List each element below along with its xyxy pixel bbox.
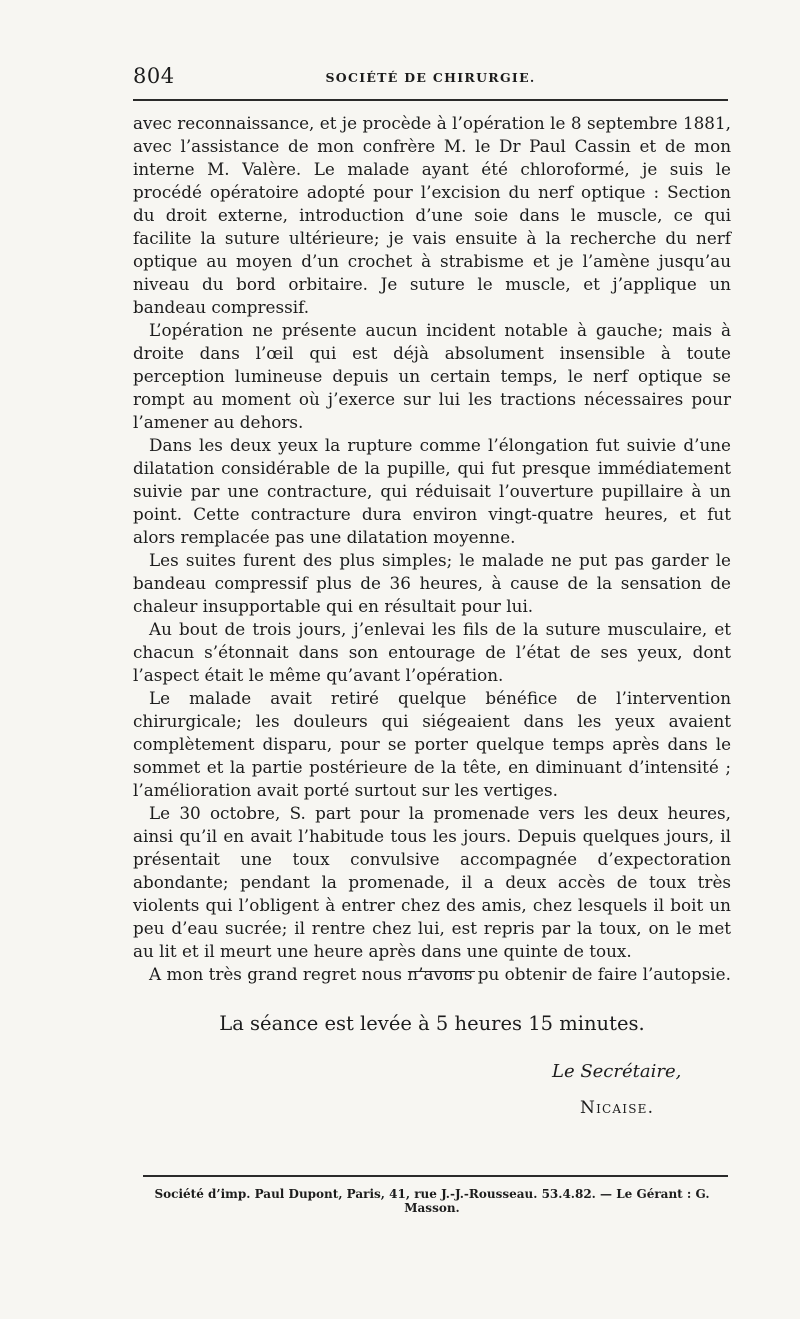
paragraph-4: Les suites furent des plus simples; le malade ne put pas garder le bandeau compressif plus de 36 heures, à cause de la sensation de chaleur insupportable qui en résultait pour lui. bbox=[133, 550, 731, 616]
paragraph-7: Le 30 octobre, S. part pour la promenade vers les deux heures, ainsi qu’il en avait l’habitude tous les jours. Depuis quelques jours, il présentait une toux convulsive accompagnée d’expectoration abondante; pendant la promenade, il a deux accès de toux très violents qui l’obligent à entrer chez des amis, chez lesquels il boit un peu d’eau sucrée; il rentre chez lui, est repris par la toux, on le met au lit et il meurt une heure après dans une quinte de toux. bbox=[133, 803, 731, 961]
signature-title: Le Secrétaire, bbox=[552, 1061, 682, 1082]
paragraph-1: avec reconnaissance, et je procède à l’opération le 8 septembre 1881, avec l’assistance de mon confrère M. le Dr Paul Cassin et de mon interne M. Valère. Le malade ayant été chloroformé, je suis le procédé opératoire adopté pour l’excision du nerf optique : Section du droit externe, introduction d’une soie dans le muscle, ce qui facilite la suture ultérieure; je vais ensuite à la recherche du nerf optique au moyen d’un crochet à strabisme et je l’amène jusqu’au niveau du bord orbitaire. Je suture le muscle, et j’applique un bandeau compressif. bbox=[133, 113, 731, 317]
page-header bbox=[133, 62, 728, 92]
paragraph-3: Dans les deux yeux la rupture comme l’élongation fut suivie d’une dilatation considérable de la pupille, qui fut presque immédiatement suivie par une contracture, qui réduisait l’ouverture pupillaire à un point. Cette contracture dura environ vingt-quatre heures, et fut alors remplacée pas une dilatation moyenne. bbox=[133, 435, 731, 547]
body-text bbox=[133, 112, 731, 986]
paragraph-6: Le malade avait retiré quelque bénéfice de l’intervention chirurgicale; les douleurs qui siégeaient dans les yeux avaient complètement disparu, pour se porter quelque temps après dans le sommet et la partie postérieure de la tête, en diminuant d’intensité ; l’amélioration avait porté surtout sur les vertiges. bbox=[133, 688, 731, 800]
signature-name: Nicaise. bbox=[580, 1098, 655, 1118]
page-number: 804 bbox=[133, 64, 175, 88]
printer-imprint: Société d’imp. Paul Dupont, Paris, 41, rue J.-J.-Rousseau. 53.4.82. — Le Gérant : G. Masson. bbox=[154, 1187, 710, 1215]
running-head: SOCIÉTÉ DE CHIRURGIE. bbox=[325, 70, 536, 85]
footer-rule bbox=[143, 1175, 728, 1177]
session-close-line: La séance est levée à 5 heures 15 minutes. bbox=[219, 1012, 645, 1035]
paragraph-8: A mon très grand regret nous n’avons pu obtenir de faire l’autopsie. bbox=[149, 964, 731, 984]
paragraph-5: Au bout de trois jours, j’enlevai les fils de la suture musculaire, et chacun s’étonnait dans son entourage de l’état de ses yeux, dont l’aspect était le même qu’avant l’opération. bbox=[133, 619, 731, 685]
header-rule bbox=[133, 99, 728, 101]
paragraph-2: L’opération ne présente aucun incident notable à gauche; mais à droite dans l’œil qui est déjà absolument insensible à toute perception lumineuse depuis un certain temps, le nerf optique se rompt au moment où j’exerce sur lui les tractions nécessaires pour l’amener au dehors. bbox=[133, 320, 731, 432]
section-separator bbox=[411, 971, 475, 972]
